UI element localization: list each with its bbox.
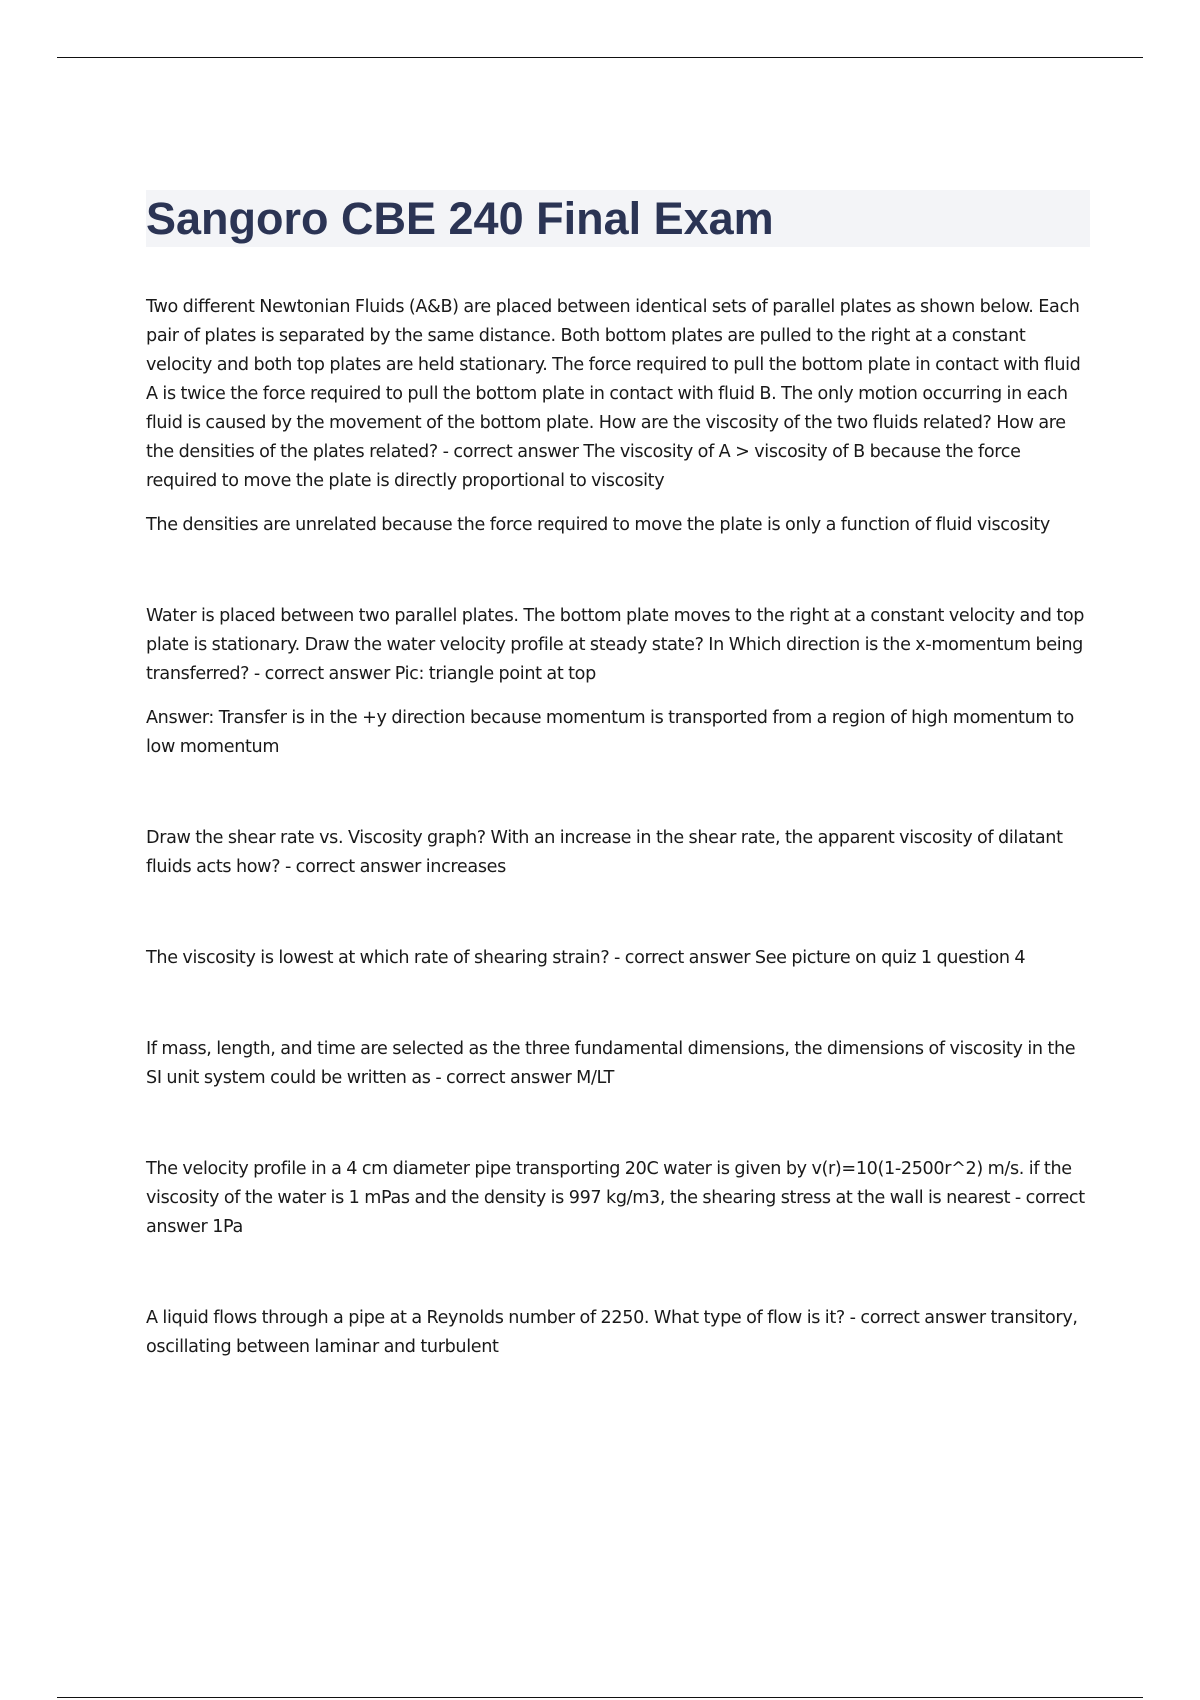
- qa-item: [146, 293, 1090, 540]
- question-paragraph: The viscosity is lowest at which rate of shearing strain? - correct answer See picture on quiz 1 question 4: [146, 948, 1026, 968]
- qa-item: [146, 1035, 1090, 1093]
- title-band: [146, 190, 1090, 247]
- question-paragraph: Two different Newtonian Fluids (A&B) are placed between identical sets of parallel plates as shown below. Each pair of plates is separated by the same distance. Both bottom plates are pulled to the right at a constant velocity and both top plates are held stationary. The force required to pull the bottom plate in contact with fluid A is twice the force required to pull the bottom plate in contact with fluid B. The only motion occurring in each fluid is caused by the movement of the bottom plate. How are the viscosity of the two fluids related? How are the densities of the plates related? - correct answer The viscosity of A > viscosity of B because the force required to move the plate is directly proportional to viscosity: [146, 297, 1081, 491]
- answer-paragraph: The densities are unrelated because the force required to move the plate is only a function of fluid viscosity: [146, 515, 1050, 535]
- bottom-rule: [57, 1697, 1143, 1698]
- question-paragraph: A liquid flows through a pipe at a Reynolds number of 2250. What type of flow is it? - correct answer transitory, oscillating between laminar and turbulent: [146, 1308, 1078, 1357]
- qa-item: [146, 944, 1090, 973]
- qa-item: [146, 1155, 1090, 1242]
- document-body: [146, 190, 1090, 1424]
- page-title: Sangoro CBE 240 Final Exam: [146, 193, 774, 244]
- qa-item: [146, 602, 1090, 762]
- question-paragraph: If mass, length, and time are selected as the three fundamental dimensions, the dimensions of viscosity in the SI unit system could be written as - correct answer M/LT: [146, 1039, 1076, 1088]
- top-rule: [57, 57, 1143, 58]
- question-paragraph: Draw the shear rate vs. Viscosity graph? With an increase in the shear rate, the apparent viscosity of dilatant fluids acts how? - correct answer increases: [146, 828, 1063, 877]
- question-paragraph: Water is placed between two parallel plates. The bottom plate moves to the right at a constant velocity and top plate is stationary. Draw the water velocity profile at steady state? In Which direction is the x-momentum being transferred? - correct answer Pic: triangle point at top: [146, 606, 1085, 684]
- qa-list: [146, 293, 1090, 1362]
- qa-item: [146, 824, 1090, 882]
- question-paragraph: The velocity profile in a 4 cm diameter pipe transporting 20C water is given by v(r)=10(1-2500r^2) m/s. if the viscosity of the water is 1 mPas and the density is 997 kg/m3, the shearing stress at the wall is nearest - correct answer 1Pa: [146, 1159, 1085, 1237]
- answer-paragraph: Answer: Transfer is in the +y direction because momentum is transported from a region of high momentum to low momentum: [146, 708, 1074, 757]
- qa-item: [146, 1304, 1090, 1362]
